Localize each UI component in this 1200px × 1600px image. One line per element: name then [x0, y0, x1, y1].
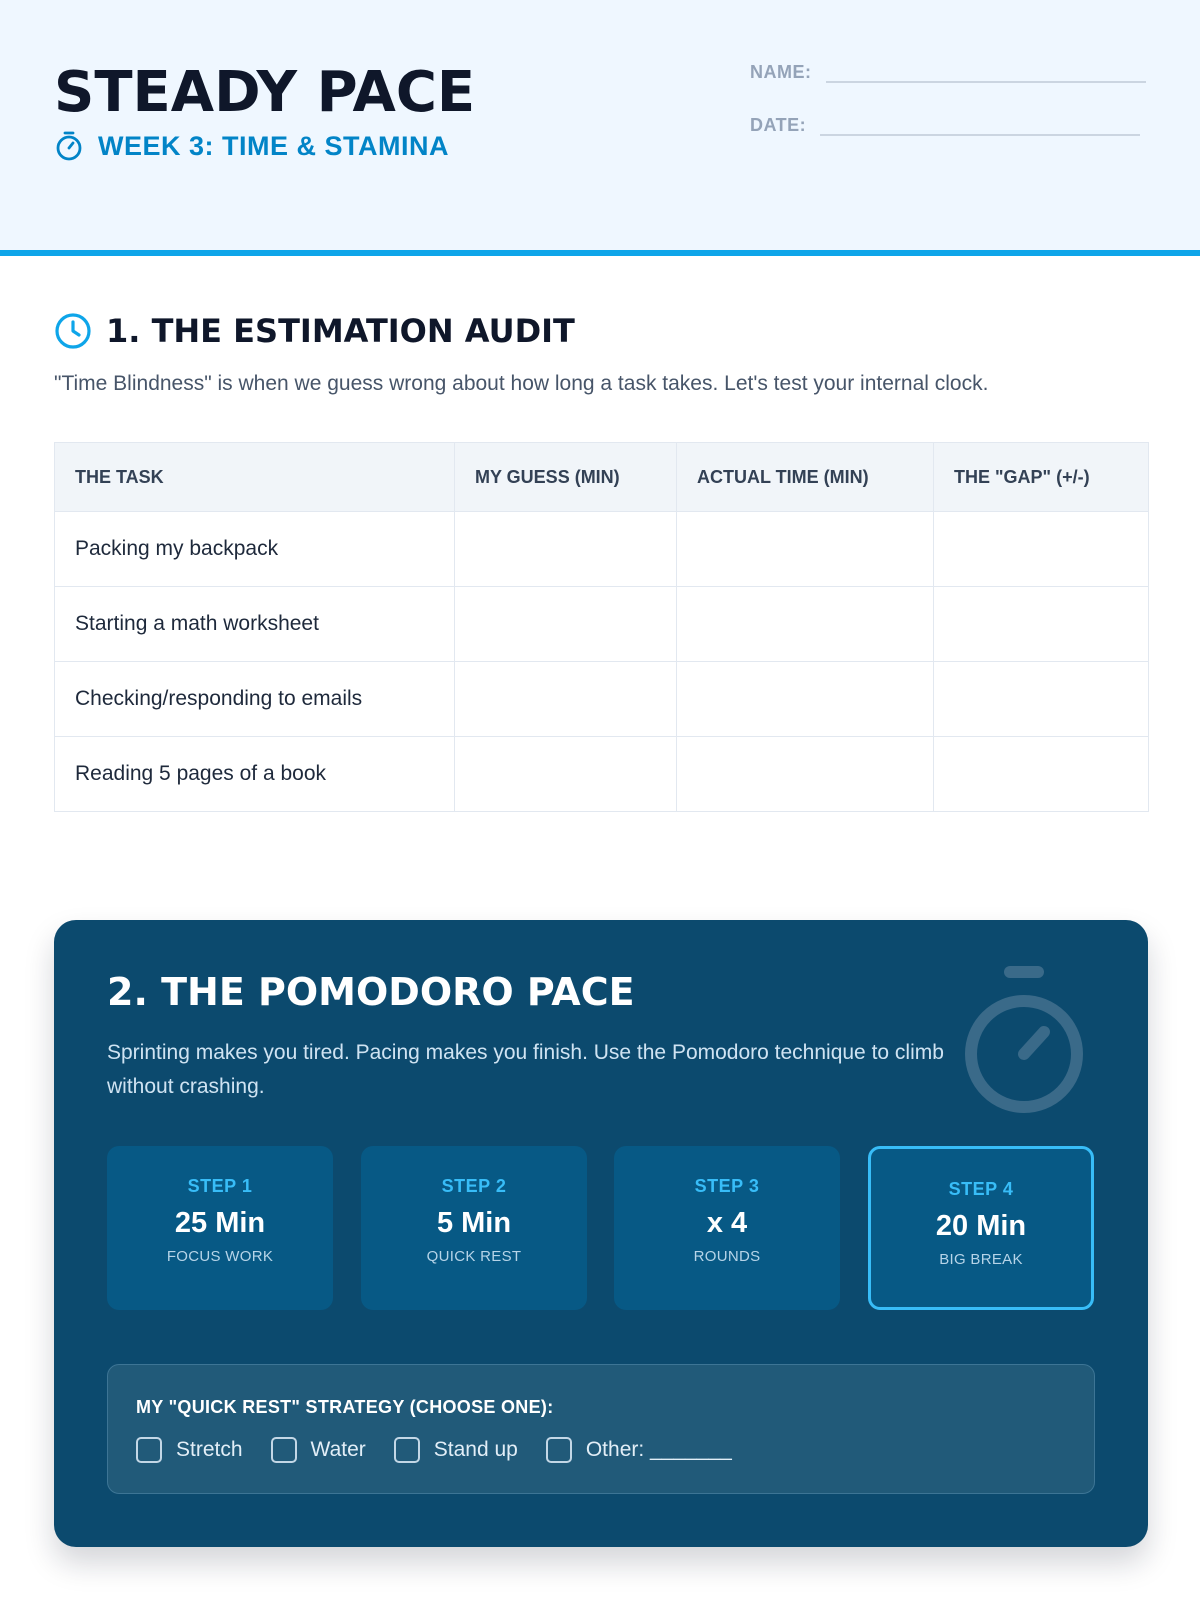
actual-cell[interactable] — [677, 587, 934, 662]
name-line[interactable] — [826, 63, 1146, 83]
step-value: 25 Min — [174, 1207, 266, 1239]
step-card-highlighted — [868, 1146, 1094, 1310]
actual-cell[interactable] — [677, 512, 934, 587]
step-label: STEP 3 — [694, 1176, 760, 1196]
gap-cell[interactable] — [934, 587, 1149, 662]
step-caption: QUICK REST — [426, 1248, 522, 1265]
gap-cell[interactable] — [934, 512, 1149, 587]
date-field[interactable] — [750, 115, 1140, 136]
option-stand-up[interactable] — [394, 1437, 518, 1463]
actual-cell[interactable] — [677, 662, 934, 737]
clock-icon — [54, 312, 92, 350]
pomodoro-card — [54, 920, 1148, 1547]
date-line[interactable] — [820, 116, 1140, 136]
actual-cell[interactable] — [677, 737, 934, 812]
task-cell: Checking/responding to emails — [55, 662, 455, 737]
estimation-table — [54, 442, 1149, 812]
table-row — [55, 662, 1149, 737]
table-row — [55, 587, 1149, 662]
option-stretch[interactable] — [136, 1437, 243, 1463]
table-header-row — [55, 443, 1149, 512]
stopwatch-watermark-icon — [962, 962, 1086, 1116]
section2-title: 2. THE POMODORO PACE — [107, 970, 635, 1014]
step-value: x 4 — [706, 1207, 748, 1239]
gap-cell[interactable] — [934, 662, 1149, 737]
gap-cell[interactable] — [934, 737, 1149, 812]
guess-cell[interactable] — [455, 737, 677, 812]
checkbox[interactable] — [546, 1437, 572, 1463]
option-label: Other: _______ — [585, 1438, 732, 1461]
section1-description: "Time Blindness" is when we guess wrong about how long a task takes. Let's test your internal clock. — [54, 372, 989, 395]
step-caption: BIG BREAK — [939, 1251, 1023, 1268]
column-header: THE TASK — [55, 443, 455, 512]
section1-header — [54, 312, 575, 350]
step-label: STEP 1 — [187, 1176, 253, 1196]
step-label: STEP 4 — [948, 1179, 1014, 1199]
column-header: ACTUAL TIME (MIN) — [677, 443, 934, 512]
step-value: 5 Min — [436, 1207, 512, 1239]
checkbox[interactable] — [394, 1437, 420, 1463]
checkbox[interactable] — [271, 1437, 297, 1463]
task-cell: Reading 5 pages of a book — [55, 737, 455, 812]
step-label: STEP 2 — [441, 1176, 507, 1196]
option-label: Water — [310, 1438, 366, 1461]
task-cell: Starting a math worksheet — [55, 587, 455, 662]
subtitle-text: WEEK 3: TIME & STAMINA — [98, 130, 449, 161]
guess-cell[interactable] — [455, 512, 677, 587]
section1-title: 1. THE ESTIMATION AUDIT — [106, 312, 575, 350]
checkbox[interactable] — [136, 1437, 162, 1463]
option-label: Stand up — [433, 1438, 518, 1461]
name-field[interactable] — [750, 62, 1146, 83]
step-caption: FOCUS WORK — [166, 1248, 274, 1265]
strategy-options — [136, 1437, 732, 1463]
page-title: STEADY PACE — [54, 60, 476, 125]
table-row — [55, 512, 1149, 587]
step-value: 20 Min — [935, 1210, 1027, 1242]
strategy-question: MY "QUICK REST" STRATEGY (CHOOSE ONE): — [136, 1397, 554, 1417]
option-water[interactable] — [271, 1437, 366, 1463]
guess-cell[interactable] — [455, 662, 677, 737]
name-label: NAME: — [750, 62, 812, 82]
table-row — [55, 737, 1149, 812]
column-header: MY GUESS (MIN) — [455, 443, 677, 512]
section2-description: Sprinting makes you tired. Pacing makes you finish. Use the Pomodoro technique to climb without crashing. — [107, 1041, 944, 1098]
option-label: Stretch — [176, 1438, 243, 1461]
option-other[interactable] — [546, 1437, 732, 1463]
step-card — [614, 1146, 840, 1310]
step-card — [107, 1146, 333, 1310]
step-card — [361, 1146, 587, 1310]
page-header — [0, 0, 1200, 256]
column-header: THE "GAP" (+/-) — [934, 443, 1149, 512]
task-cell: Packing my backpack — [55, 512, 455, 587]
step-caption: ROUNDS — [693, 1248, 761, 1265]
stopwatch-icon — [54, 130, 84, 162]
guess-cell[interactable] — [455, 587, 677, 662]
rest-strategy-box — [107, 1364, 1095, 1494]
page-subtitle — [54, 130, 449, 162]
date-label: DATE: — [750, 115, 807, 135]
